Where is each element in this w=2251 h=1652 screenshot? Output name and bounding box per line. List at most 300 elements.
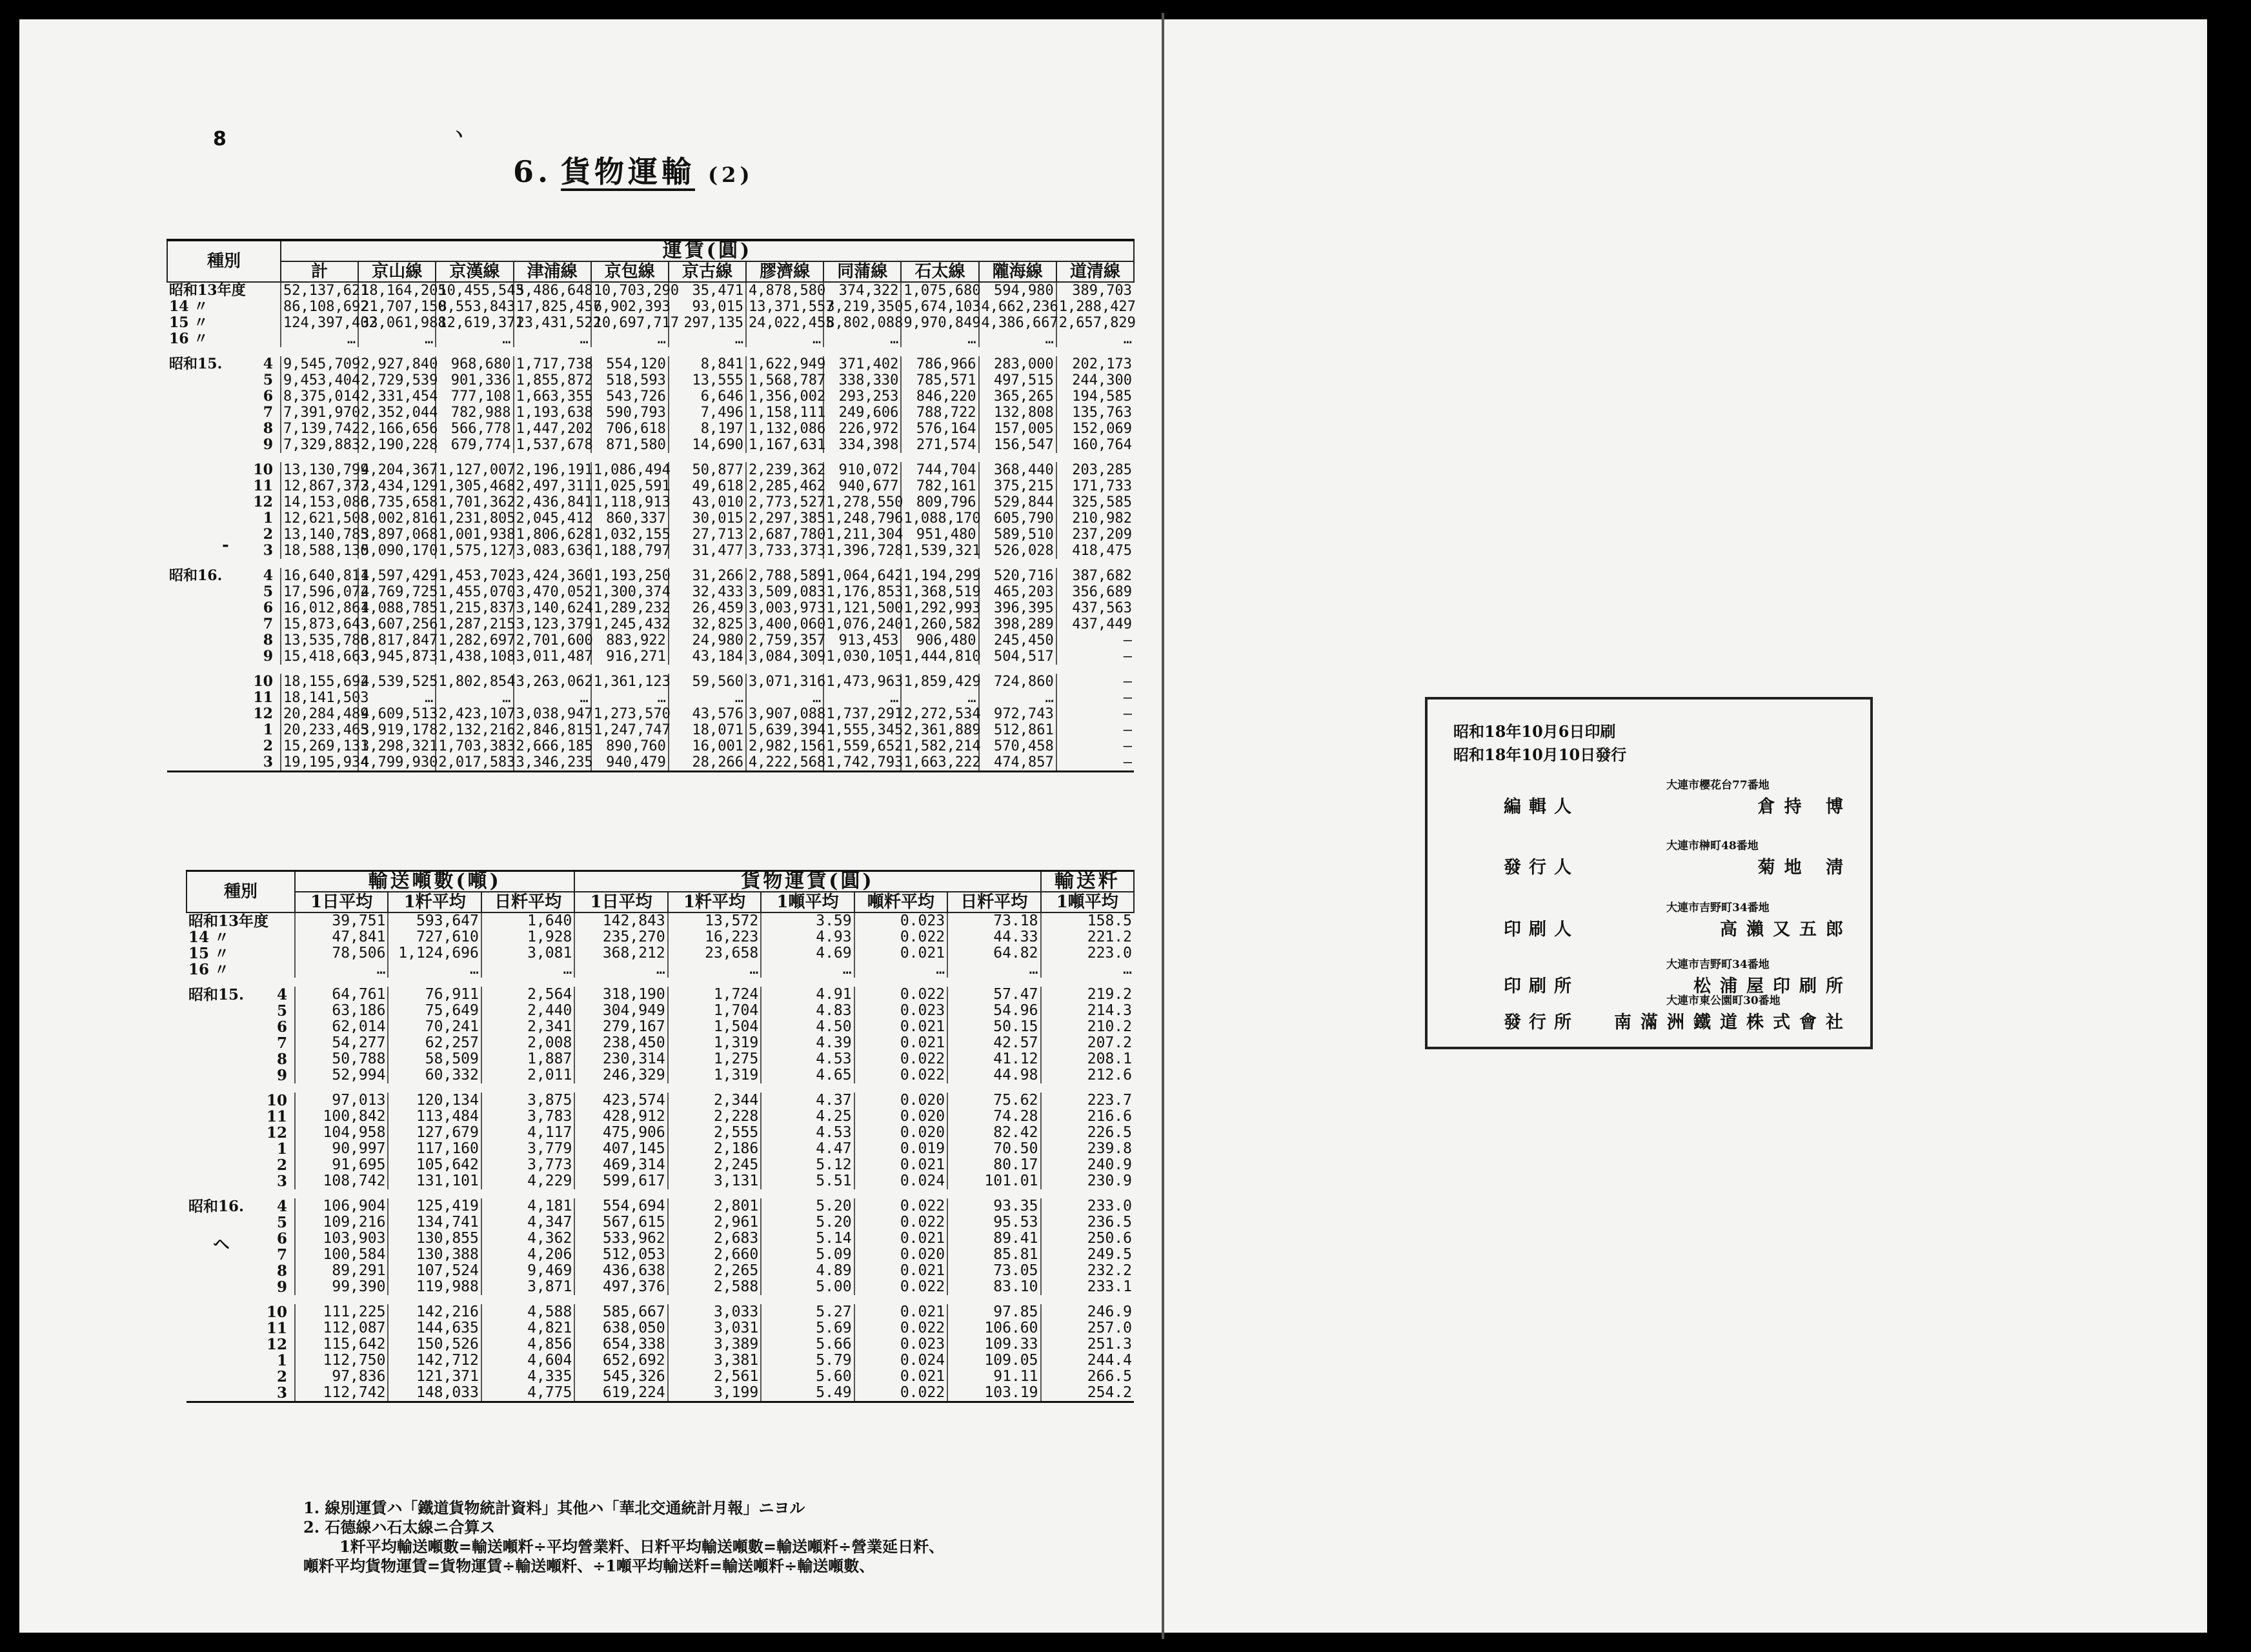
table-cell: 0.022 (854, 1198, 947, 1214)
table-cell: 1,176,853 (823, 584, 901, 600)
table-row (167, 527, 1134, 543)
colophon-box (1425, 697, 1873, 1049)
table-cell: 2,801 (668, 1198, 761, 1214)
row-label-month: 8 (263, 632, 273, 649)
table-cell: 1,928 (481, 929, 574, 945)
table-cell: 24,980 (669, 632, 746, 649)
table-cell: 2,440 (481, 1003, 574, 1019)
page-number: 8 (213, 128, 227, 150)
table-cell: 212.6 (1041, 1067, 1135, 1083)
table-cell: 940,479 (591, 754, 669, 772)
table-cell: 396,395 (979, 600, 1056, 616)
table-cell: 49,618 (669, 478, 746, 494)
table-cell: 1,438,108 (436, 649, 513, 665)
table-cell: 2,759,357 (746, 632, 823, 649)
row-label (167, 462, 281, 478)
row-label (167, 299, 281, 315)
table-cell: 2,228 (668, 1109, 761, 1125)
table-cell: 0.023 (854, 1336, 947, 1353)
table-cell: 89,291 (295, 1263, 388, 1279)
table-cell: 1,504 (668, 1019, 761, 1035)
table-cell: 0.022 (854, 1214, 947, 1231)
table-cell: 325,585 (1056, 494, 1134, 510)
table-cell: … (761, 962, 854, 978)
table-cell: 567,615 (574, 1214, 667, 1231)
table-cell: 1,193,638 (514, 405, 591, 421)
table-cell: 3,773 (481, 1157, 574, 1173)
table-cell: 47,841 (295, 929, 388, 945)
note-1: 1. 線別運賃ハ「鐵道貨物統計資料」其他ハ「華北交通統計月報」ニヨル (303, 1498, 805, 1517)
table1-col-header: 隴海線 (979, 261, 1056, 282)
table-cell: 371,402 (823, 356, 901, 372)
table-cell: 545,326 (574, 1369, 667, 1385)
table-cell: 1,292,993 (901, 600, 978, 616)
row-label (167, 388, 281, 405)
table-cell: 3,199 (668, 1385, 761, 1402)
table-cell: 132,808 (979, 405, 1056, 421)
table-cell: 0.019 (854, 1141, 947, 1157)
table-row (187, 1051, 1134, 1067)
table-cell: 236.5 (1041, 1214, 1135, 1231)
table-cell: 2,017,583 (436, 754, 513, 772)
table-cell: 474,857 (979, 754, 1056, 772)
table-cell: 4.89 (761, 1263, 854, 1279)
table-cell: 0.021 (854, 1369, 947, 1385)
row-label-month: 11 (266, 1320, 287, 1337)
table-cell: 2,011 (481, 1067, 574, 1083)
row-label (167, 494, 281, 510)
row-label-month: 5 (276, 1214, 287, 1231)
table-cell: 6,902,393 (591, 299, 669, 315)
table-cell: … (358, 690, 436, 706)
table-cell: 3,084,309 (746, 649, 823, 665)
table-cell: 1,231,805 (436, 510, 513, 527)
table-cell: 78,506 (295, 945, 388, 962)
table-cell: 171,733 (1056, 478, 1134, 494)
table-cell: 124,397,402 (281, 315, 358, 331)
issued-date: 昭和18年10月10日發行 (1453, 745, 1627, 764)
colophon-dates (1453, 720, 1626, 767)
row-label (167, 356, 281, 372)
row-label (167, 706, 281, 722)
row-label (167, 315, 281, 331)
table-cell: 1,282,697 (436, 632, 513, 649)
row-label-period: 15 〃 (188, 945, 230, 962)
row-label (187, 1198, 295, 1214)
table-cell: 254.2 (1041, 1385, 1135, 1402)
table-cell: … (591, 331, 669, 347)
table-cell: 17,596,072 (281, 584, 358, 600)
table-cell: 652,692 (574, 1353, 667, 1369)
table-cell: 654,338 (574, 1336, 667, 1353)
table-cell: 2,846,815 (514, 722, 591, 738)
table-cell: 250.6 (1041, 1231, 1135, 1247)
table-cell: 50,877 (669, 462, 746, 478)
table-row (187, 929, 1134, 945)
table-cell: 566,778 (436, 421, 513, 437)
table-cell: 2,344 (668, 1093, 761, 1109)
table-cell: 54.96 (947, 1003, 1040, 1019)
row-label-month: 2 (276, 1156, 287, 1174)
row-label (187, 912, 295, 929)
table-cell: 86,108,692 (281, 299, 358, 315)
table-cell: 16,640,811 (281, 568, 358, 584)
table-row (167, 356, 1134, 372)
table-cell: — (1056, 706, 1134, 722)
table-cell: 554,694 (574, 1198, 667, 1214)
table-cell: 13,555 (669, 372, 746, 388)
table-cell: 41.12 (947, 1051, 1040, 1067)
row-label (187, 962, 295, 978)
table-cell: 244,300 (1056, 372, 1134, 388)
table-cell: 1,319 (668, 1067, 761, 1083)
table-cell: — (1056, 738, 1134, 754)
table-cell: … (901, 690, 978, 706)
table2-col-header: 1日平均 (295, 892, 388, 912)
table-cell: 7,496 (669, 405, 746, 421)
table-cell: 1,260,582 (901, 616, 978, 632)
table-cell: 59,560 (669, 674, 746, 690)
table-cell: 1,701,362 (436, 494, 513, 510)
table-cell: 0.021 (854, 1019, 947, 1035)
table-cell: 520,716 (979, 568, 1056, 584)
table-cell: … (436, 690, 513, 706)
table-cell: 18,071 (669, 722, 746, 738)
table-cell: 30,015 (669, 510, 746, 527)
table-cell: 2,239,362 (746, 462, 823, 478)
table-cell: 727,610 (388, 929, 481, 945)
table-cell: 83.10 (947, 1279, 1040, 1295)
table-cell: … (668, 962, 761, 978)
table-cell: 0.024 (854, 1353, 947, 1369)
table-cell: — (1056, 722, 1134, 738)
table-cell: 3,081 (481, 945, 574, 962)
table-cell: 387,682 (1056, 568, 1134, 584)
table-cell: 0.024 (854, 1173, 947, 1189)
table-cell: 142,843 (574, 912, 667, 929)
table-cell: 63,186 (295, 1003, 388, 1019)
table-cell: 1,575,127 (436, 543, 513, 559)
table-row (167, 315, 1134, 331)
table-cell: 1,663,222 (901, 754, 978, 772)
table-cell: 60,332 (388, 1067, 481, 1083)
table-cell: 1,300,374 (591, 584, 669, 600)
table-row (167, 510, 1134, 527)
table-cell: 1,396,728 (823, 543, 901, 559)
table-cell: 5.69 (761, 1320, 854, 1336)
table-cell: 1,030,105 (823, 649, 901, 665)
table-cell: — (1056, 754, 1134, 772)
table-cell: 2,045,412 (514, 510, 591, 527)
table-cell: — (1056, 632, 1134, 649)
table-cell: 3,263,062 (514, 674, 591, 690)
table-row (187, 962, 1134, 978)
table-cell: 1,064,642 (823, 568, 901, 584)
row-label (167, 421, 281, 437)
block-spacer (167, 665, 1134, 674)
table-cell: 365,265 (979, 388, 1056, 405)
table-cell: 207.2 (1041, 1035, 1135, 1051)
table-cell: 356,689 (1056, 584, 1134, 600)
table-cell: 131,101 (388, 1173, 481, 1189)
row-label (187, 1385, 295, 1402)
table-row (187, 1247, 1134, 1263)
table-cell: 9,545,709 (281, 356, 358, 372)
table-cell: 2,297,385 (746, 510, 823, 527)
table-cell: 16,223 (668, 929, 761, 945)
row-label-period: 昭和16. (169, 567, 223, 584)
table-cell: 230.9 (1041, 1173, 1135, 1189)
table-cell: 1,278,550 (823, 494, 901, 510)
table-cell: 5.00 (761, 1279, 854, 1295)
table-row (187, 1035, 1134, 1051)
table-cell: 2,265 (668, 1263, 761, 1279)
table-cell: 585,667 (574, 1304, 667, 1320)
table-cell: 99,390 (295, 1279, 388, 1295)
table-cell: 91.11 (947, 1369, 1040, 1385)
editor-address: 大連市櫻花台77番地 (1666, 779, 1770, 792)
table-cell: 4.69 (761, 945, 854, 962)
stray-mark: - (222, 536, 229, 555)
row-label-month: 8 (276, 1262, 287, 1280)
table-cell: 1,806,628 (514, 527, 591, 543)
table-cell: 4.37 (761, 1093, 854, 1109)
table-cell: 2,352,044 (358, 405, 436, 421)
table-row (167, 282, 1134, 299)
table-cell: — (1056, 674, 1134, 690)
table-row (187, 1385, 1134, 1402)
table-cell: 125,419 (388, 1198, 481, 1214)
table-cell: 112,087 (295, 1320, 388, 1336)
table-cell: 106,904 (295, 1198, 388, 1214)
table-cell: 13,371,557 (746, 299, 823, 315)
table-cell: 127,679 (388, 1125, 481, 1141)
publisher-address: 大連市榊町48番地 (1666, 840, 1759, 852)
table-cell: 9,469 (481, 1263, 574, 1279)
row-label (167, 437, 281, 453)
stray-mark: ヽ (450, 125, 468, 145)
row-label-month: 11 (253, 689, 273, 706)
table-cell: 103.19 (947, 1385, 1040, 1402)
table-cell: 2,657,829 (1056, 315, 1134, 331)
table-cell: 901,336 (436, 372, 513, 388)
table-cell: 10,697,717 (591, 315, 669, 331)
note-2: 2. 石德線ハ石太線ニ合算ス (303, 1518, 496, 1536)
table-cell: … (436, 331, 513, 347)
table-row (167, 722, 1134, 738)
table-cell: … (1041, 962, 1135, 978)
table-cell: 594,980 (979, 282, 1056, 299)
table-cell: 239.8 (1041, 1141, 1135, 1157)
table-cell: 257.0 (1041, 1320, 1135, 1336)
table-cell: 5.60 (761, 1369, 854, 1385)
block-spacer (187, 1295, 1134, 1304)
table-cell: 2,190,228 (358, 437, 436, 453)
table-cell: 3,733,373 (746, 543, 823, 559)
row-label-month: 9 (276, 1067, 287, 1084)
table-cell: 512,053 (574, 1247, 667, 1263)
table-cell: 3,346,235 (514, 754, 591, 772)
table-cell: 437,563 (1056, 600, 1134, 616)
table-cell: 1,287,215 (436, 616, 513, 632)
table-cell: 3,871 (481, 1279, 574, 1295)
table-cell: 4.93 (761, 929, 854, 945)
table-cell: 1,855,872 (514, 372, 591, 388)
row-label (167, 543, 281, 559)
table2-col-header: 1噸平均 (1041, 892, 1135, 912)
table-cell: 121,371 (388, 1369, 481, 1385)
row-label-month: 8 (263, 420, 273, 437)
table-cell: … (823, 331, 901, 347)
table-cell: 103,903 (295, 1231, 388, 1247)
block-spacer (167, 453, 1134, 462)
table-cell: 4.91 (761, 987, 854, 1003)
table-row (187, 1320, 1134, 1336)
table-cell: 20,233,465 (281, 722, 358, 738)
table-row (167, 437, 1134, 453)
table-cell: 3,298,321 (358, 738, 436, 754)
table-cell: 1,132,086 (746, 421, 823, 437)
table-cell: 3,783 (481, 1109, 574, 1125)
row-label-month: 3 (276, 1384, 287, 1402)
row-label-month: 1 (276, 1352, 287, 1369)
publisher-role: 發行人 (1504, 858, 1579, 878)
table-cell: 407,145 (574, 1141, 667, 1157)
table-cell: 1,582,214 (901, 738, 978, 754)
table-cell: 788,722 (901, 405, 978, 421)
table-cell: 130,388 (388, 1247, 481, 1263)
block-spacer (187, 978, 1134, 987)
table-cell: 1,361,123 (591, 674, 669, 690)
table-cell: 4,335 (481, 1369, 574, 1385)
table-cell: … (1056, 331, 1134, 347)
table-cell: 605,790 (979, 510, 1056, 527)
table-cell: 2,132,216 (436, 722, 513, 738)
table-cell: 1,121,500 (823, 600, 901, 616)
table-cell: 1,663,355 (514, 388, 591, 405)
table-cell: 91,695 (295, 1157, 388, 1173)
table-cell: 3,875 (481, 1093, 574, 1109)
row-label (187, 1067, 295, 1083)
table-cell: 144,635 (388, 1320, 481, 1336)
table2-group-charges: 貨物運賃(圓) (574, 871, 1040, 892)
table-cell: 10,455,543 (436, 282, 513, 299)
table-cell: … (358, 331, 436, 347)
table-cell: 1,447,202 (514, 421, 591, 437)
table-cell: 42.57 (947, 1035, 1040, 1051)
table-cell: 1,194,299 (901, 568, 978, 584)
table-cell: 389,703 (1056, 282, 1134, 299)
table-row (167, 600, 1134, 616)
table-cell: 436,638 (574, 1263, 667, 1279)
row-label-month: 4 (276, 1198, 287, 1215)
table-cell: 12,621,508 (281, 510, 358, 527)
table-cell: … (979, 331, 1056, 347)
table-cell: 3,945,873 (358, 649, 436, 665)
row-label (187, 1279, 295, 1295)
table-cell: 423,574 (574, 1093, 667, 1109)
table-row (167, 478, 1134, 494)
row-label-month: 5 (263, 372, 273, 388)
table1-col-header: 道清線 (1056, 261, 1134, 282)
table-cell: 1,086,494 (591, 462, 669, 478)
table-cell: 4,347 (481, 1214, 574, 1231)
table-cell: 14,690 (669, 437, 746, 453)
table-cell: 150,526 (388, 1336, 481, 1353)
table-cell: 3,897,068 (358, 527, 436, 543)
table-cell: 2,927,840 (358, 356, 436, 372)
row-label (167, 584, 281, 600)
table-cell: 543,726 (591, 388, 669, 405)
table-cell: 910,072 (823, 462, 901, 478)
table-cell: 1,289,232 (591, 600, 669, 616)
row-label (167, 282, 281, 299)
table-cell: … (746, 690, 823, 706)
table-cell: 1,568,787 (746, 372, 823, 388)
row-label (187, 1093, 295, 1109)
table-cell: 244.4 (1041, 1353, 1135, 1369)
table-cell: 2,008 (481, 1035, 574, 1051)
table-cell: 101.01 (947, 1173, 1040, 1189)
page-title (513, 148, 754, 191)
table-cell: 4,878,580 (746, 282, 823, 299)
editor-role: 編輯人 (1504, 797, 1579, 817)
table-cell: … (591, 690, 669, 706)
table-cell: 4,609,513 (358, 706, 436, 722)
table-cell: 27,713 (669, 527, 746, 543)
table-cell: 74.28 (947, 1109, 1040, 1125)
table-cell: 1,319 (668, 1035, 761, 1051)
table-cell: 73.05 (947, 1263, 1040, 1279)
table-cell: 8,197 (669, 421, 746, 437)
table-cell: 570,458 (979, 738, 1056, 754)
table-cell: 4,604 (481, 1353, 574, 1369)
table-cell: 237,209 (1056, 527, 1134, 543)
table-cell: 246,329 (574, 1067, 667, 1083)
table-cell: 4,662,236 (979, 299, 1056, 315)
table-cell: 13,140,785 (281, 527, 358, 543)
table-cell: 4,181 (481, 1198, 574, 1214)
row-label (187, 1320, 295, 1336)
table-cell: 512,861 (979, 722, 1056, 738)
table-cell: 117,160 (388, 1141, 481, 1157)
row-label (187, 1304, 295, 1320)
table-cell: 226,972 (823, 421, 901, 437)
table-cell: 1,887 (481, 1051, 574, 1067)
table-cell: … (388, 962, 481, 978)
table-cell: 3,735,658 (358, 494, 436, 510)
table-cell: 0.022 (854, 929, 947, 945)
row-label (187, 1125, 295, 1141)
table-cell: 1,158,111 (746, 405, 823, 421)
table-cell: 10,703,290 (591, 282, 669, 299)
table-cell: 724,860 (979, 674, 1056, 690)
table-cell: 108,742 (295, 1173, 388, 1189)
table-cell: … (746, 331, 823, 347)
table-cell: 52,994 (295, 1067, 388, 1083)
row-label-period: 14 〃 (188, 929, 230, 946)
table2-col-header: 日粁平均 (947, 892, 1040, 912)
table-cell: 19,195,934 (281, 754, 358, 772)
table-cell: 526,028 (979, 543, 1056, 559)
table-cell: 130,855 (388, 1231, 481, 1247)
table-cell: 134,741 (388, 1214, 481, 1231)
table-cell: 64,761 (295, 987, 388, 1003)
table-cell: 2,436,841 (514, 494, 591, 510)
table-cell: 4,362 (481, 1231, 574, 1247)
table-cell: 35,471 (669, 282, 746, 299)
table-cell: 233.1 (1041, 1279, 1135, 1295)
